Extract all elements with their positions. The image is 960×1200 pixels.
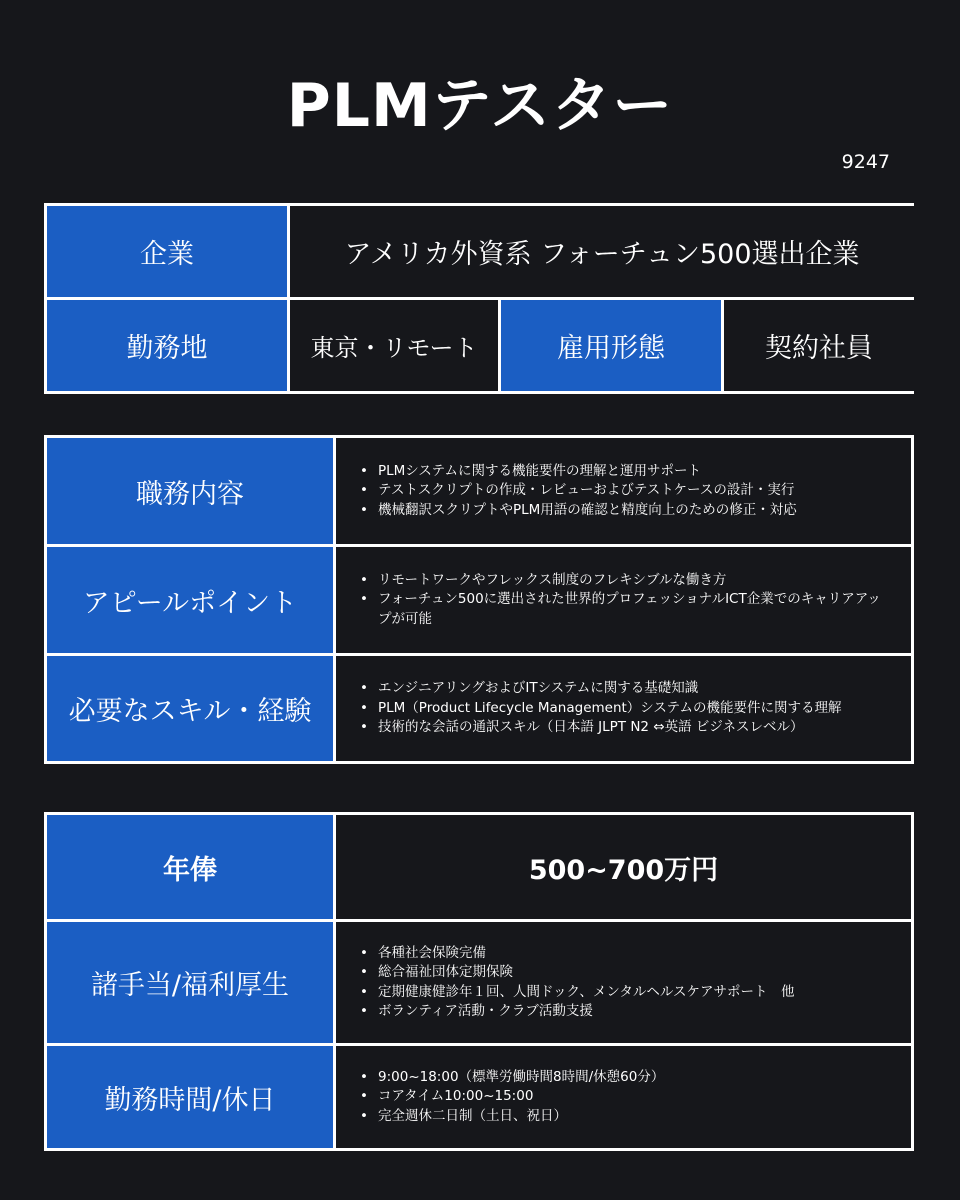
list-item: • ボランティア活動・クラブ活動支援	[378, 1002, 794, 1022]
skills-label: 必要なスキル・経験	[47, 656, 333, 761]
duties-label: 職務内容	[47, 438, 333, 544]
appeal-label: アピールポイント	[47, 547, 333, 653]
benefits-list	[336, 944, 814, 1022]
location-label: 勤務地	[47, 300, 287, 391]
benefits-label: 諸手当/福利厚生	[47, 922, 333, 1043]
hours-list	[336, 1068, 684, 1127]
company-label: 企業	[47, 206, 287, 297]
list-item: • PLMシステムに関する機能要件の理解と運用サポート	[378, 462, 797, 482]
list-item: • 技術的な会話の通訳スキル（日本語 JLPT N2 ⇔英語 ビジネスレベル）	[378, 718, 841, 738]
overview-table	[44, 203, 914, 394]
skills-list	[336, 679, 861, 738]
list-item: • 定期健康健診年１回、人間ドック、メンタルヘルスケアサポート 他	[378, 983, 794, 1003]
hours-cell	[336, 1046, 911, 1148]
employment-value: 契約社員	[724, 300, 914, 391]
list-item: • PLM（Product Lifecycle Management）システムの機能要件に関する理解	[378, 699, 841, 719]
appeal-cell	[336, 547, 911, 653]
list-item: • フォーチュン500に選出された世界的プロフェッショナルICT企業でのキャリアアップが可能	[378, 590, 891, 629]
salary-label: 年俸	[47, 815, 333, 919]
job-id: 9247	[841, 151, 890, 173]
conditions-table	[44, 812, 914, 1151]
hours-label: 勤務時間/休日	[47, 1046, 333, 1148]
page-title: PLMテスター	[286, 71, 674, 141]
list-item: • 各種社会保険完備	[378, 944, 794, 964]
duties-cell	[336, 438, 911, 544]
list-item: • 9:00~18:00（標準労働時間8時間/休憩60分）	[378, 1068, 664, 1088]
salary-value: 500~700万円	[336, 815, 911, 919]
appeal-list	[336, 571, 911, 630]
details-table	[44, 435, 914, 764]
skills-cell	[336, 656, 911, 761]
employment-label: 雇用形態	[501, 300, 721, 391]
location-value: 東京・リモート	[290, 300, 498, 391]
list-item: • リモートワークやフレックス制度のフレキシブルな働き方	[378, 571, 891, 591]
list-item: • コアタイム10:00~15:00	[378, 1087, 664, 1107]
list-item: • テストスクリプトの作成・レビューおよびテストケースの設計・実行	[378, 481, 797, 501]
list-item: • 完全週休二日制（土日、祝日）	[378, 1107, 664, 1127]
list-item: • エンジニアリングおよびITシステムに関する基礎知識	[378, 679, 841, 699]
duties-list	[336, 462, 817, 521]
list-item: • 総合福祉団体定期保険	[378, 963, 794, 983]
company-value: アメリカ外資系 フォーチュン500選出企業	[290, 206, 914, 297]
benefits-cell	[336, 922, 911, 1043]
list-item: • 機械翻訳スクリプトやPLM用語の確認と精度向上のための修正・対応	[378, 501, 797, 521]
